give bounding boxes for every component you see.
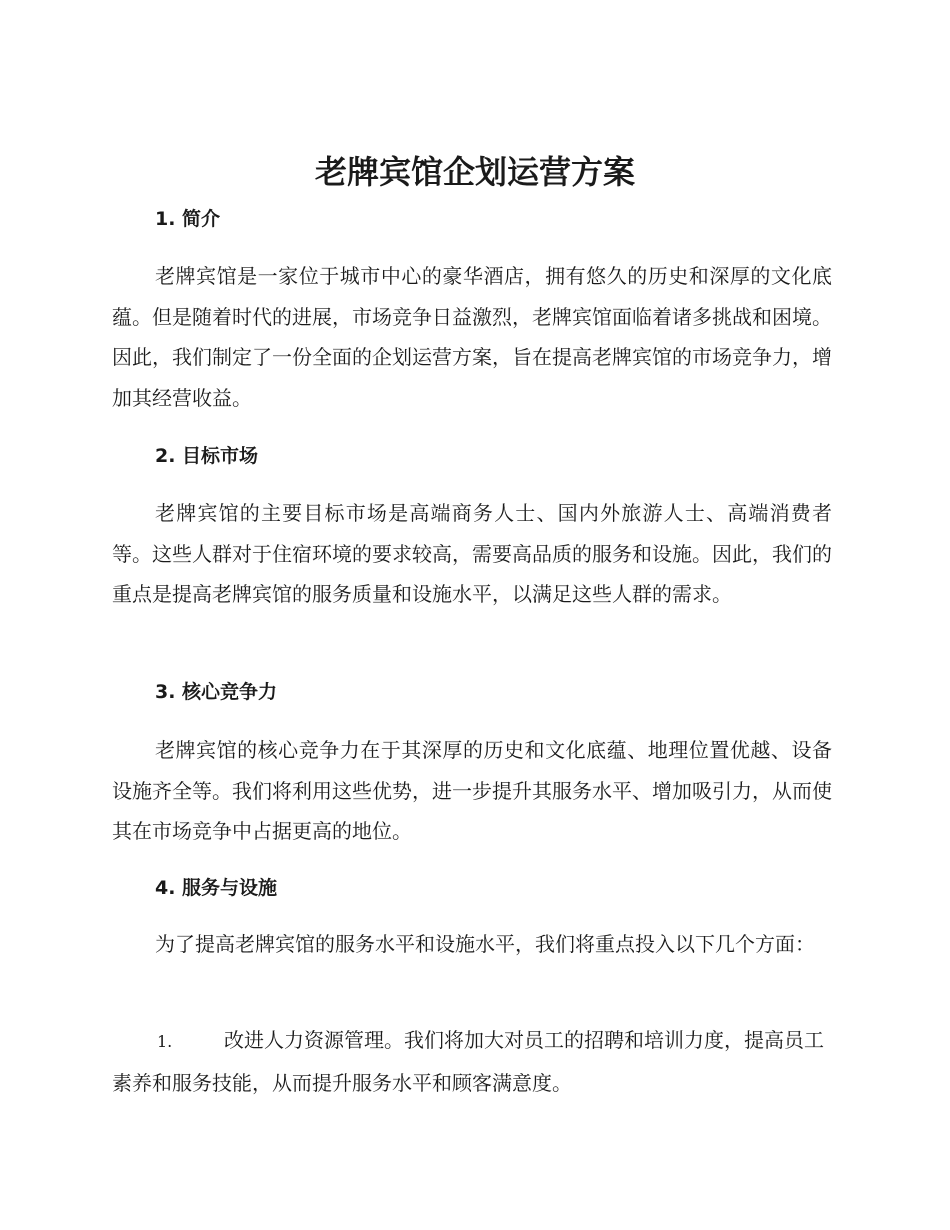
document-title: 老牌宾馆企划运营方案	[314, 153, 635, 191]
section-heading-intro: 1. 简介	[155, 208, 221, 230]
section-paragraph-services-facilities: 为了提高老牌宾馆的服务水平和设施水平，我们将重点投入以下几个方面：	[155, 932, 815, 956]
list-item-text: 改进人力资源管理。我们将加大对员工的招聘和培训力度，提高员工素养和服务技能，从而提升服务水平和顾客满意度。	[112, 1028, 824, 1095]
section-paragraph-intro: 老牌宾馆是一家位于城市中心的豪华酒店，拥有悠久的历史和深厚的文化底蕴。但是随着时代的进展，市场竞争日益激烈，老牌宾馆面临着诸多挑战和困境。因此，我们制定了一份全面的企划运营方案，旨在提高老牌宾馆的市场竞争力，增加其经营收益。	[112, 264, 832, 410]
section-heading-core-competitiveness: 3. 核心竞争力	[155, 681, 278, 703]
list-item-number: 1.	[157, 1032, 173, 1051]
section-heading-services-facilities: 4. 服务与设施	[155, 877, 278, 899]
section-paragraph-core-competitiveness: 老牌宾馆的核心竞争力在于其深厚的历史和文化底蕴、地理位置优越、设备设施齐全等。我们将利用这些优势，进一步提升其服务水平、增加吸引力，从而使其在市场竞争中占据更高的地位。	[112, 738, 832, 843]
section-heading-target-market: 2. 目标市场	[155, 445, 259, 467]
section-paragraph-target-market: 老牌宾馆的主要目标市场是高端商务人士、国内外旅游人士、高端消费者等。这些人群对于住宿环境的要求较高，需要高品质的服务和设施。因此，我们的重点是提高老牌宾馆的服务质量和设施水平，以满足这些人群的需求。	[112, 501, 832, 606]
list-item	[112, 1020, 832, 1103]
